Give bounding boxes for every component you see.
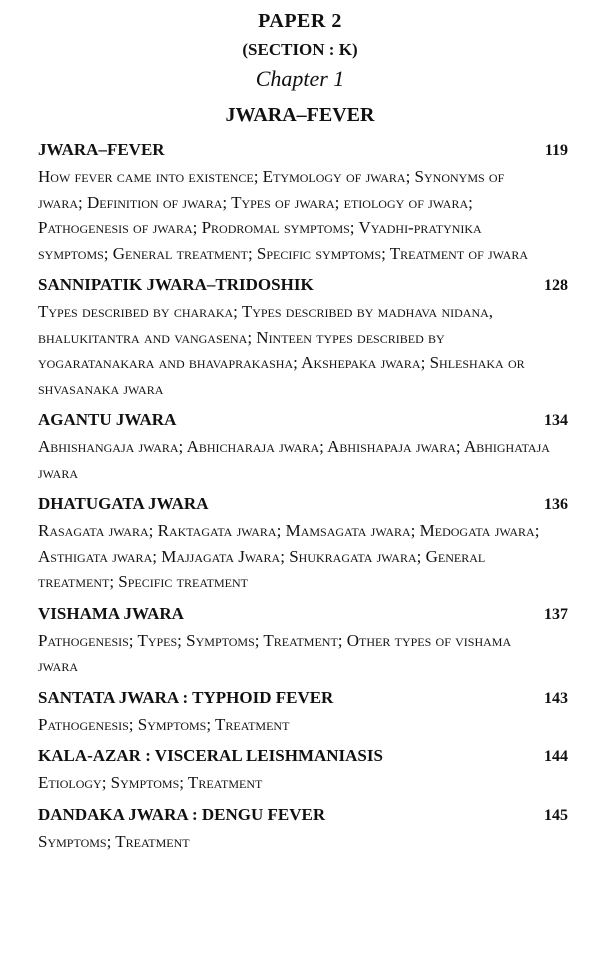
toc-entry — [38, 407, 580, 485]
toc-entry — [38, 137, 580, 266]
toc-entry-header — [38, 272, 580, 299]
toc-entry-title: DHATUGATA JWARA — [38, 494, 209, 513]
paper-heading: PAPER 2 — [258, 10, 342, 32]
toc-entry — [38, 743, 580, 796]
toc-entry-title: AGANTU JWARA — [38, 410, 177, 429]
toc-entry-page: 128 — [544, 277, 568, 294]
toc-entry-description: How fever came into existence; Etymology of jwara; Synonyms of jwara; Definition of jwara; Types of jwara; etiology of jwara; Pathogenesis of jwara; Prodromal symptoms; Vyadhi-pratynika symptoms; General treatment; Specific symptoms; Treatment of jwara — [38, 167, 529, 263]
toc-entry-title: SANTATA JWARA : TYPHOID FEVER — [38, 687, 334, 707]
toc-entry-page: 144 — [544, 748, 568, 765]
toc-entry-header — [38, 601, 580, 628]
toc-entry-page: 137 — [544, 605, 568, 623]
toc-entry-description: Symptoms; Treatment — [38, 831, 190, 851]
toc-entry-header — [38, 407, 580, 434]
toc-entry — [38, 272, 580, 401]
toc-entry-description: Rasagata jwara; Raktagata jwara; Mamsagata jwara; Medogata jwara; Asthigata jwara; Majjagata Jwara; Shukragata jwara; General treatment; Specific treatment — [38, 521, 540, 591]
toc-entry — [38, 601, 580, 679]
toc-entry-description: Pathogenesis; Types; Symptoms; Treatment; Other types of vishama jwara — [38, 630, 512, 675]
toc-entry-page: 143 — [544, 689, 568, 707]
toc-entry-description: Types described by charaka; Types described by madhava nidana, bhalukitantra and vangasena; Ninteen types described by yogaratanakara and bhavaprakasha; Akshepaka jwara; Shleshaka or shvasanaka jwara — [38, 302, 525, 398]
toc-entry-title: KALA-AZAR : VISCERAL LEISHMANIASIS — [38, 746, 383, 765]
toc-entry-title: JWARA–FEVER — [38, 140, 165, 159]
toc-entry-title: DANDAKA JWARA : DENGU FEVER — [38, 804, 326, 824]
toc-entry-page: 119 — [544, 142, 568, 159]
toc-entry-page: 145 — [544, 806, 568, 824]
chapter-heading: Chapter 1 — [255, 66, 345, 91]
toc-entry-page: 136 — [544, 496, 568, 513]
table-of-contents — [38, 137, 580, 860]
toc-entry-header — [38, 743, 580, 770]
toc-entry-description: Abhishangaja jwara; Abhicharaja jwara; Abhishapaja jwara; Abhighataja jwara — [38, 437, 550, 482]
toc-entry — [38, 491, 580, 595]
toc-entry-page: 134 — [544, 412, 568, 429]
toc-entry-header — [38, 137, 580, 164]
toc-entry-title: VISHAMA JWARA — [38, 603, 184, 623]
toc-entry-description: Pathogenesis; Symptoms; Treatment — [38, 714, 290, 734]
toc-entry-title: SANNIPATIK JWARA–TRIDOSHIK — [38, 275, 314, 294]
toc-entry-header — [38, 685, 580, 712]
section-heading: (SECTION : K) — [242, 40, 358, 59]
chapter-title: JWARA–FEVER — [225, 104, 375, 126]
toc-entry — [38, 685, 580, 738]
toc-entry-header — [38, 802, 580, 829]
toc-entry — [38, 802, 580, 855]
toc-entry-description: Etiology; Symptoms; Treatment — [38, 773, 263, 792]
toc-entry-header — [38, 491, 580, 518]
